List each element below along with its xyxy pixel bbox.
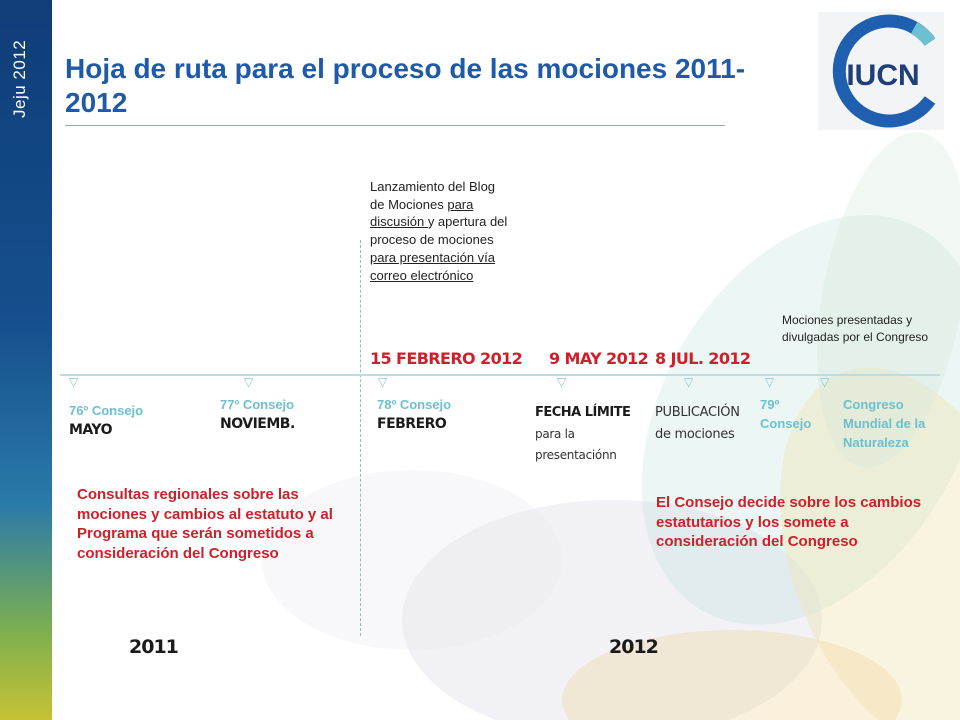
consejo-label: 76º Consejo	[69, 403, 144, 418]
arrow-down-icon: ▽	[69, 375, 79, 389]
month-label: FEBRERO	[377, 416, 447, 432]
consultas-note: Consultas regionales sobre las mociones y cambios al estatuto y al Programa que serán sometidos a consideración del Congreso	[77, 486, 333, 562]
arrow-down-icon: ▽	[557, 375, 567, 389]
launch-note	[370, 178, 510, 284]
consejo-label: 78º Consejo	[377, 397, 452, 412]
date-jul: 8 JUL. 2012	[655, 349, 751, 368]
point-78-consejo	[377, 395, 457, 434]
point-79-consejo: 79º Consejo	[760, 397, 812, 431]
mociones-note: Mociones presentadas y divulgadas por el Congreso	[782, 313, 929, 344]
fecha-limite-sub: para la presentaciónn	[535, 427, 617, 462]
year-2011: 2011	[129, 636, 178, 658]
launch-underline1: para discusión	[370, 196, 474, 230]
consejo-decide-note: El Consejo decide sobre los cambios estatutarios y los somete a consideración del Congreso	[656, 494, 922, 550]
date-may: 9 MAY 2012	[549, 349, 649, 368]
point-congreso-mundial: Congreso Mundial de la Naturaleza	[843, 397, 926, 450]
year-2012: 2012	[609, 636, 658, 658]
month-label: NOVIEMB.	[220, 416, 295, 432]
launch-line1: Lanzamiento del Blog de Mociones	[370, 179, 496, 212]
consejo-label: 77º Consejo	[220, 397, 295, 412]
year-divider	[360, 240, 361, 636]
publicacion-label: PUBLICACIÓN	[655, 405, 740, 420]
launch-line2: y apertura del proceso de mociones	[370, 214, 508, 248]
iucn-logo	[818, 12, 944, 130]
point-publicacion	[655, 402, 765, 446]
page-title: Hoja de ruta para el proceso de las mociones 2011-2012	[65, 53, 746, 118]
arrow-down-icon: ▽	[684, 375, 694, 389]
arrow-down-icon: ▽	[244, 375, 254, 389]
date-feb: 15 FEBRERO 2012	[370, 349, 523, 368]
launch-underline2: para presentación vía correo electrónico	[370, 249, 496, 283]
logo-text: IUCN	[846, 59, 920, 92]
point-77-consejo	[220, 395, 310, 434]
arrow-down-icon: ▽	[765, 375, 775, 389]
title-divider	[65, 125, 725, 126]
sidebar	[0, 0, 52, 720]
point-76-consejo	[69, 401, 149, 440]
fecha-limite-label: FECHA LÍMITE	[535, 405, 631, 420]
month-label: MAYO	[69, 422, 112, 438]
timeline-line	[60, 374, 940, 376]
arrow-down-icon: ▽	[820, 375, 830, 389]
publicacion-sub: de mociones	[655, 427, 735, 442]
sidebar-label: Jeju 2012	[10, 39, 29, 118]
arrow-down-icon: ▽	[378, 375, 388, 389]
point-fecha-limite	[535, 402, 645, 466]
